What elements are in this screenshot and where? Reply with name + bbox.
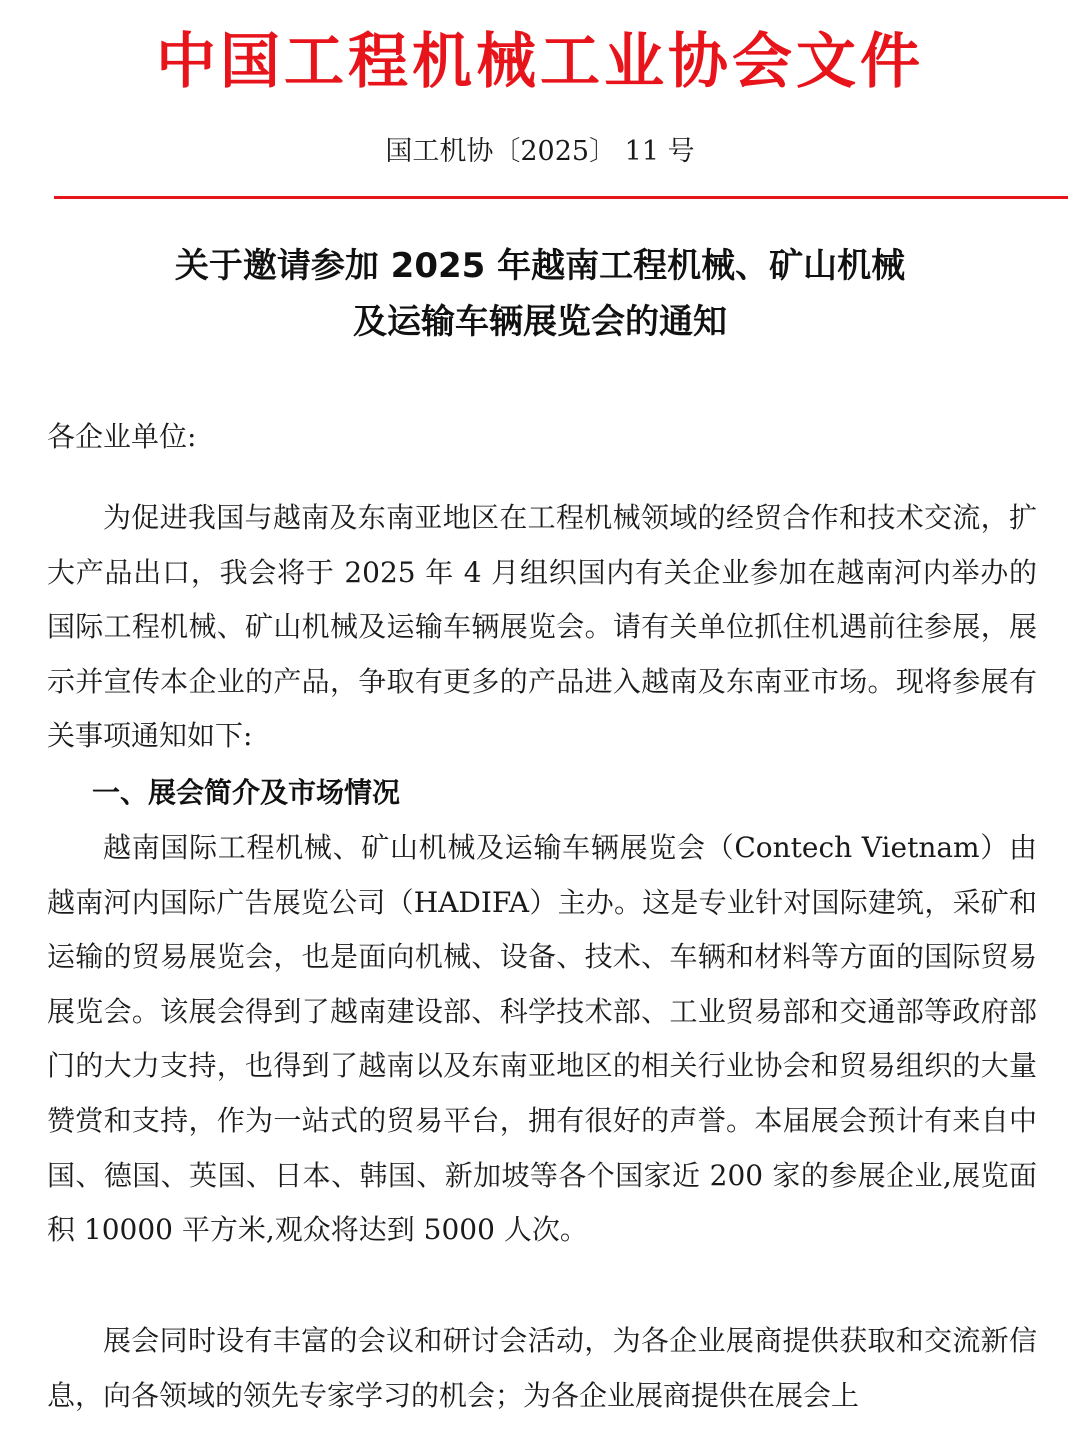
salutation: 各企业单位:	[47, 420, 197, 453]
document-header-title: 中国工程机械工业协会文件	[156, 27, 924, 97]
notice-title-line-1: 关于邀请参加 2025 年越南工程机械、矿山机械	[174, 246, 906, 286]
notice-title-line-2: 及运输车辆展览会的通知	[353, 302, 727, 342]
header-divider	[54, 196, 1068, 199]
section-heading-1: 一、展会简介及市场情况	[92, 776, 401, 809]
paragraph-exhibition-intro: 越南国际工程机械、矿山机械及运输车辆展览会（Contech Vietnam）由越南河内国际广告展览公司（HADIFA）主办。这是专业针对国际建筑，采矿和运输的贸易展览会，也是面向机械、设备、技术、车辆和材料等方面的国际贸易展览会。该展会得到了越南建设部、科学技术部、工业贸易部和交通部等政府部门的大力支持，也得到了越南以及东南亚地区的相关行业协会和贸易组织的大量赞赏和支持，作为一站式的贸易平台，拥有很好的声誉。本届展会预计有来自中国、德国、英国、日本、韩国、新加坡等各个国家近 200 家的参展企业,展览面积 10000 平方米,观众将达到 5000 人次。	[47, 831, 1037, 1247]
notice-title	[0, 238, 1080, 350]
paragraph-conferences: 展会同时设有丰富的会议和研讨会活动，为各企业展商提供获取和交流新信息，向各领域的领先专家学习的机会；为各企业展商提供在展会上	[47, 1324, 1037, 1412]
document-number: 国工机协〔2025〕 11 号	[385, 136, 695, 167]
paragraph-intro: 为促进我国与越南及东南亚地区在工程机械领域的经贸合作和技术交流，扩大产品出口，我会将于 2025 年 4 月组织国内有关企业参加在越南河内举办的国际工程机械、矿山机械及运输车辆展览会。请有关单位抓住机遇前往参展，展示并宣传本企业的产品，争取有更多的产品进入越南及东南亚市场。现将参展有关事项通知如下:	[47, 501, 1037, 753]
